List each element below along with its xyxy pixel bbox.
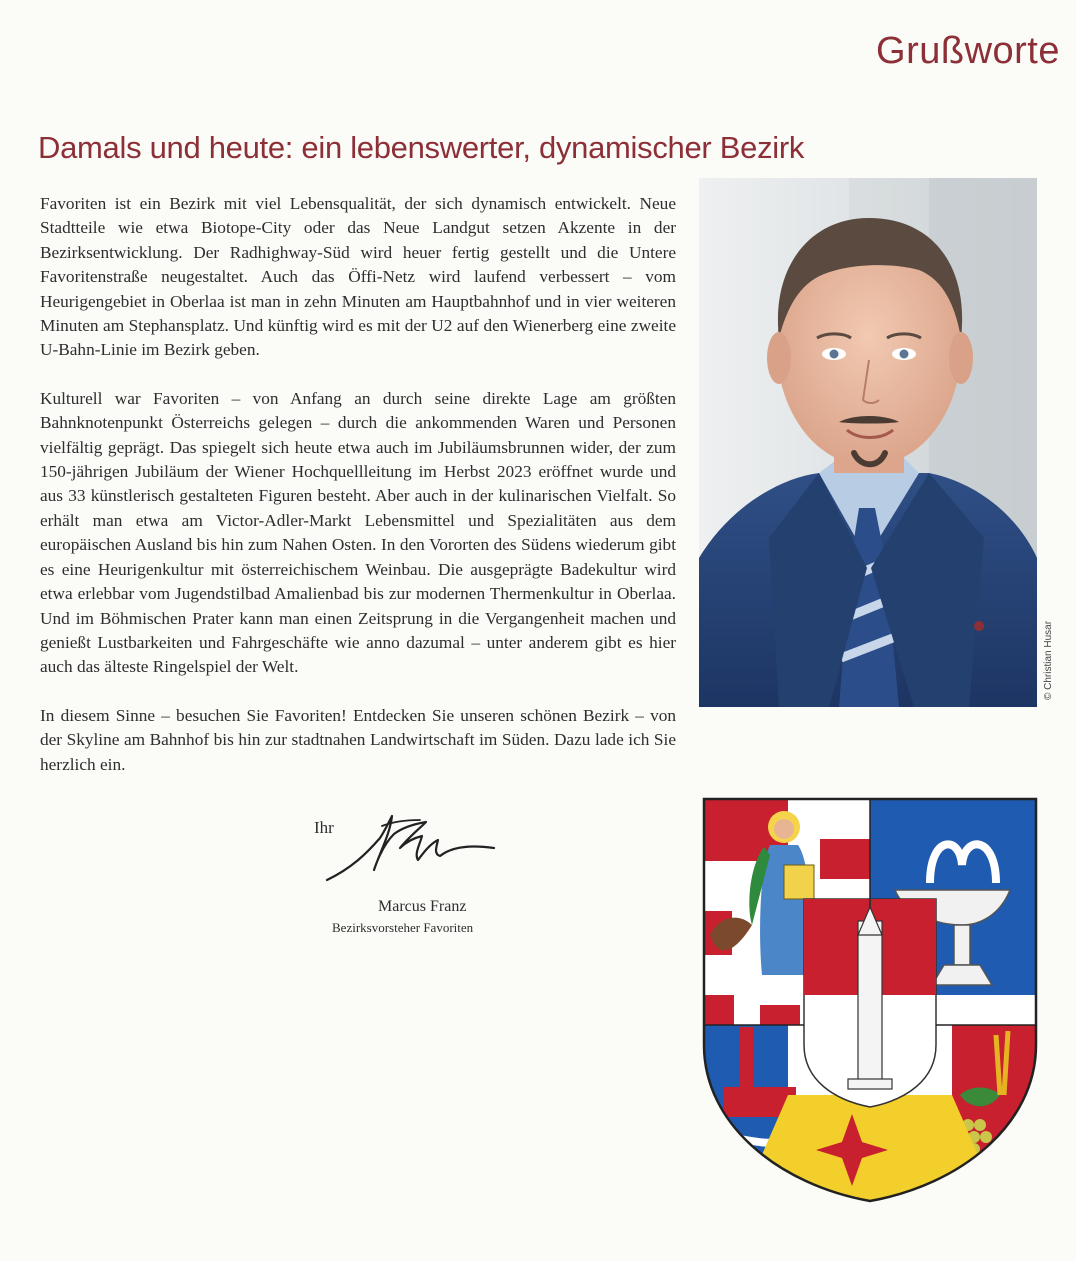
paragraph-1: Favoriten ist ein Bezirk mit viel Lebensqualität, der sich dynamisch entwickelt. Neue Stadtteile wie etwa Biotope-City oder das Neue Landgut setzen Akzente in der Bezirksentwicklung. Der Radhighway-Süd wird heuer fertig gestellt und die Untere Favoritenstraße neugestaltet. Auch das Öffi-Netz wird laufend verbessert – vom Heurigengebiet in Oberlaa ist man in zehn Minuten am Hauptbahnhof und in vier weiteren Minuten am Stephansplatz. Und künftig wird es mit der U2 auf den Wienerberg eine zweite U-Bahn-Linie im Bezirk geben.	[40, 194, 676, 360]
paragraph-2: Kulturell war Favoriten – von Anfang an durch seine direkte Lage am größten Bahnknotenpunkt Österreichs gelegen – durch die ankommenden Waren und Personen vielfältig geprägt. Das spiegelt sich heute etwa auch im Jubiläumsbrunnen wider, der zum 150-jährigen Jubiläum der Wiener Hochquellleitung im Herbst 2023 eröffnet wurde und aus 33 künstlerisch gestalteten Figuren besteht. Aber auch in der kulinarischen Vielfalt. So erhält man etwa am Victor-Adler-Markt Lebensmittel und Spezialitäten aus dem europäischen Ausland bis hin zum Nahen Osten. In den Vororten des Südens wiederum gibt es eine Heurigenkultur mit österreichischem Weinbau. Die ausgeprägte Badekultur wird etwa erlebbar vom Jugendstilbad Amalienbad bis zur modernen Thermenkultur in Oberlaa. Und im Böhmischen Prater kann man einen Zeitsprung in die Vergangenheit machen und genießt Lustbarkeiten und Fahrgeschäfte wie anno dazumal – unter anderem gibt es hier auch das älteste Ringelspiel der Welt.	[40, 388, 676, 677]
closing-word: Ihr	[314, 818, 334, 837]
portrait-photo	[699, 178, 1037, 707]
section-label: Grußworte	[876, 30, 1060, 72]
coat-of-arms-icon	[700, 795, 1040, 1205]
paragraph-3: In diesem Sinne – besuchen Sie Favoriten! Entdecken Sie unseren schönen Bezirk – von der Skyline am Bahnhof bis hin zur stadtnahen Landwirtschaft im Süden. Dazu lade ich Sie herzlich ein.	[40, 705, 676, 774]
page-title: Damals und heute: ein lebenswerter, dynamischer Bezirk	[38, 130, 805, 165]
signature-icon	[322, 808, 502, 888]
signature-name: Marcus Franz	[378, 898, 467, 915]
article-body	[40, 192, 676, 801]
signature-role: Bezirksvorsteher Favoriten	[332, 920, 474, 935]
photo-credit: © Christian Husar	[1043, 620, 1054, 700]
